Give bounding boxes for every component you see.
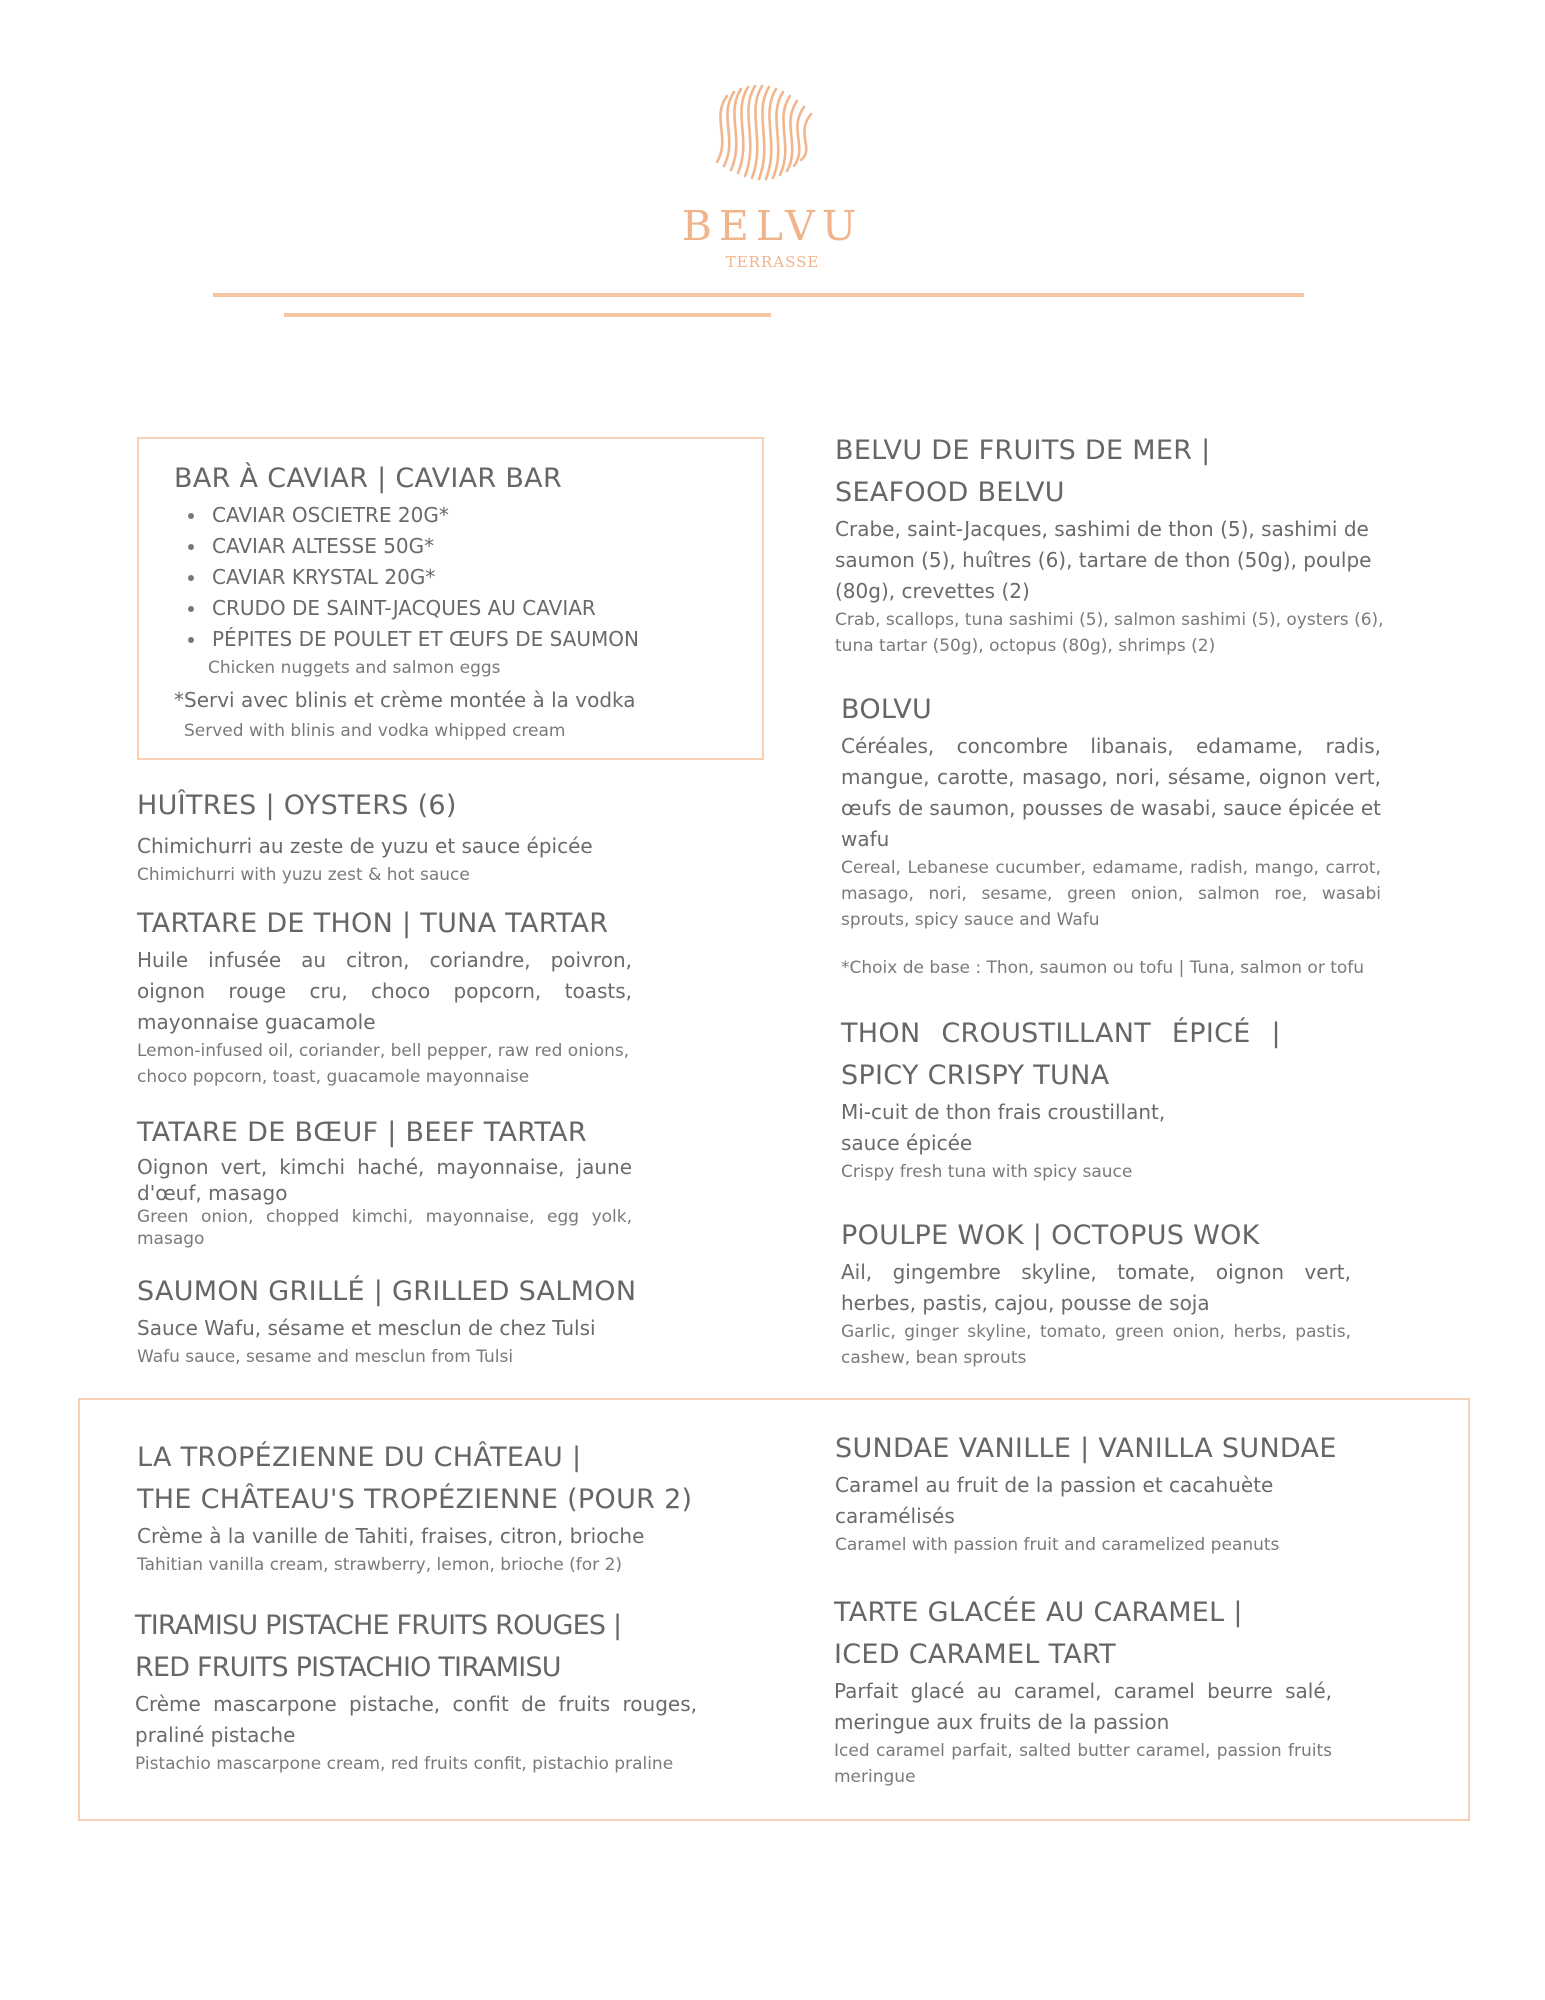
- item-title: BELVU DE FRUITS DE MER |: [835, 435, 1211, 466]
- item-desc-en: Crispy fresh tuna with spicy sauce: [841, 1162, 1133, 1182]
- item-title: SAUMON GRILLÉ | GRILLED SALMON: [137, 1276, 637, 1307]
- list-item: CAVIAR OSCIETRE 20G*: [174, 500, 744, 531]
- item-desc-en: Chimichurri with yuzu zest & hot sauce: [137, 865, 470, 885]
- header-rule-short: [284, 313, 771, 317]
- menu-item-spicy-crispy-tuna: [841, 1013, 1381, 1185]
- item-desc-fr: Ail, gingembre skyline, tomate, oignon vert, herbes, pastis, cajou, pousse de soja: [841, 1260, 1351, 1315]
- item-title: THON CROUSTILLANT ÉPICÉ |: [841, 1018, 1281, 1049]
- caviar-list: [174, 500, 744, 655]
- item-desc-en: Garlic, ginger skyline, tomato, green onion, herbs, pastis, cashew, bean sprouts: [841, 1322, 1351, 1368]
- dessert-tropezienne: [137, 1437, 697, 1578]
- item-desc-en: Crab, scallops, tuna sashimi (5), salmon sashimi (5), oysters (6), tuna tartar (50g), octopus (80g), shrimps (2): [835, 610, 1384, 656]
- item-desc-fr: Chimichurri au zeste de yuzu et sauce épicée: [137, 834, 593, 858]
- item-title: ICED CARAMEL TART: [834, 1639, 1116, 1670]
- item-desc-en: Green onion, chopped kimchi, mayonnaise, egg yolk, masago: [137, 1207, 632, 1249]
- header-rule-long: [213, 293, 1304, 297]
- item-title: POULPE WOK | OCTOPUS WOK: [841, 1220, 1260, 1251]
- caviar-note-en: Served with blinis and vodka whipped cream: [184, 721, 566, 741]
- item-desc-fr: Crabe, saint-Jacques, sashimi de thon (5), sashimi de saumon (5), huîtres (6), tartare de thon (50g), poulpe (80g), crevettes (2): [835, 517, 1372, 603]
- item-desc-en: Iced caramel parfait, salted butter caramel, passion fruits meringue: [834, 1741, 1332, 1787]
- item-desc-fr: Caramel au fruit de la passion et cacahuète caramélisés: [835, 1473, 1274, 1528]
- dessert-tiramisu: [135, 1605, 697, 1777]
- item-desc-en: Pistachio mascarpone cream, red fruits confit, pistachio praline: [135, 1754, 674, 1774]
- list-item: CAVIAR ALTESSE 50G*: [174, 531, 744, 562]
- item-desc-en: Cereal, Lebanese cucumber, edamame, radish, mango, carrot, masago, nori, sesame, green onion, salmon roe, wasabi sprouts, spicy sauce and Wafu: [841, 858, 1381, 930]
- item-title: TARTE GLACÉE AU CARAMEL |: [834, 1597, 1243, 1628]
- caviar-item5-en: Chicken nuggets and salmon eggs: [208, 658, 501, 678]
- item-title: SPICY CRISPY TUNA: [841, 1060, 1110, 1091]
- caviar-title: BAR À CAVIAR | CAVIAR BAR: [174, 463, 563, 494]
- menu-item-grilled-salmon: [137, 1271, 637, 1370]
- item-desc-fr: Parfait glacé au caramel, caramel beurre salé, meringue aux fruits de la passion: [834, 1679, 1332, 1734]
- menu-item-beef-tartar: [137, 1112, 632, 1250]
- item-desc-fr: Oignon vert, kimchi haché, mayonnaise, jaune d'œuf, masago: [137, 1155, 632, 1205]
- item-desc-fr: Céréales, concombre libanais, edamame, radis, mangue, carotte, masago, nori, sésame, oignon vert, œufs de saumon, pousses de wasabi, sauce épicée et wafu: [841, 734, 1381, 851]
- menu-item-bolvu: [841, 689, 1381, 981]
- item-title: TIRAMISU PISTACHE FRUITS ROUGES |: [135, 1610, 622, 1641]
- brand-subtitle: TERRASSE: [725, 253, 820, 271]
- item-title: LA TROPÉZIENNE DU CHÂTEAU |: [137, 1442, 582, 1473]
- item-desc-en: Tahitian vanilla cream, strawberry, lemon, brioche (for 2): [137, 1555, 623, 1575]
- wave-logo-icon: [705, 82, 825, 192]
- item-desc-en: Lemon-infused oil, coriander, bell pepper, raw red onions, choco popcorn, toast, guacamole mayonnaise: [137, 1041, 630, 1087]
- dessert-iced-caramel-tart: [834, 1592, 1332, 1790]
- dessert-vanilla-sundae: [835, 1428, 1375, 1558]
- list-item: CAVIAR KRYSTAL 20G*: [174, 562, 744, 593]
- brand-name: BELVU: [681, 202, 864, 250]
- caviar-note-fr: *Servi avec blinis et crème montée à la vodka: [174, 688, 636, 712]
- item-desc-fr: Sauce Wafu, sésame et mesclun de chez Tulsi: [137, 1316, 596, 1340]
- item-desc-fr: Crème à la vanille de Tahiti, fraises, citron, brioche: [137, 1524, 645, 1548]
- item-title: SUNDAE VANILLE | VANILLA SUNDAE: [835, 1433, 1337, 1464]
- menu-item-seafood-belvu: [835, 430, 1390, 659]
- list-item: CRUDO DE SAINT-JACQUES AU CAVIAR: [174, 593, 744, 624]
- caviar-section: [174, 458, 744, 744]
- item-desc-en: Caramel with passion fruit and caramelized peanuts: [835, 1535, 1280, 1555]
- list-item: PÉPITES DE POULET ET ŒUFS DE SAUMON: [174, 624, 744, 655]
- item-desc-fr: Huile infusée au citron, coriandre, poivron, oignon rouge cru, choco popcorn, toasts, mayonnaise guacamole: [137, 948, 632, 1034]
- item-title: HUÎTRES | OYSTERS (6): [137, 790, 457, 821]
- item-title: SEAFOOD BELVU: [835, 477, 1065, 508]
- item-title: TATARE DE BŒUF | BEEF TARTAR: [137, 1117, 587, 1148]
- menu-item-oysters: [137, 785, 632, 888]
- item-title: RED FRUITS PISTACHIO TIRAMISU: [135, 1652, 561, 1683]
- item-title: THE CHÂTEAU'S TROPÉZIENNE (POUR 2): [137, 1484, 693, 1515]
- menu-item-tuna-tartar: [137, 903, 632, 1090]
- item-title: TARTARE DE THON | TUNA TARTAR: [137, 908, 609, 939]
- item-desc-fr: sauce épicée: [841, 1131, 973, 1155]
- item-desc-fr: Mi-cuit de thon frais croustillant,: [841, 1100, 1166, 1124]
- item-desc-fr: Crème mascarpone pistache, confit de fruits rouges, praliné pistache: [135, 1692, 697, 1747]
- item-title: BOLVU: [841, 694, 933, 725]
- menu-item-octopus-wok: [841, 1215, 1351, 1371]
- item-desc-en: Wafu sauce, sesame and mesclun from Tulsi: [137, 1347, 514, 1367]
- item-note: *Choix de base : Thon, saumon ou tofu | Tuna, salmon or tofu: [841, 958, 1365, 978]
